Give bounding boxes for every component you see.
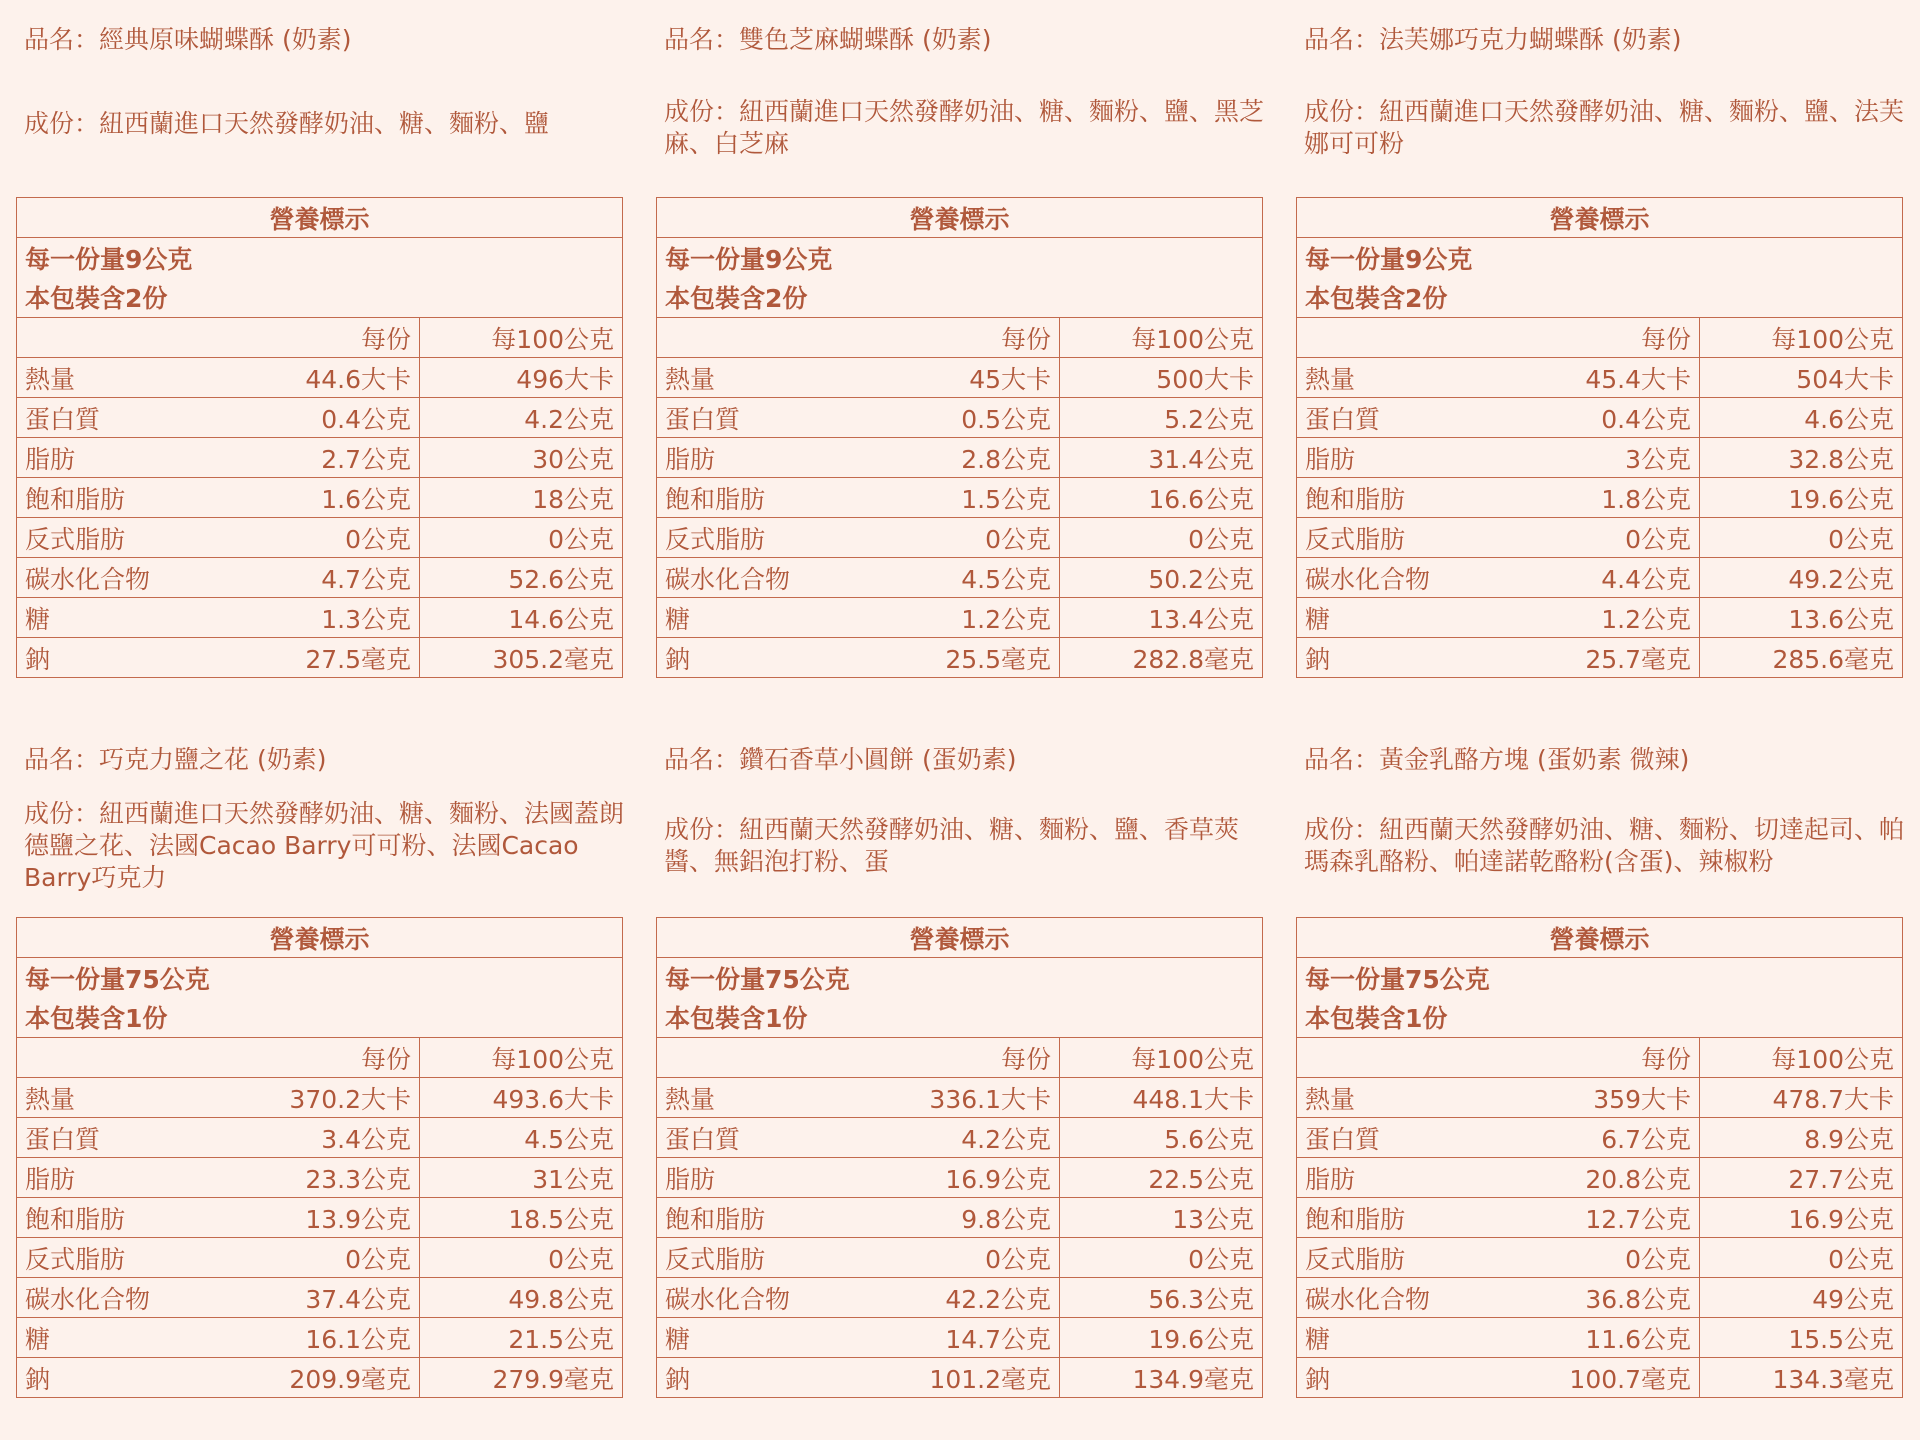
product-panel <box>16 720 624 1440</box>
nutrient-name: 鈉 <box>1297 1358 1497 1398</box>
nutrient-row <box>1297 558 1903 598</box>
nutrient-row <box>1297 1198 1903 1238</box>
nutrient-per-100g: 14.6公克 <box>420 598 623 638</box>
nutrient-name: 蛋白質 <box>17 398 217 438</box>
nutrient-row <box>657 598 1263 638</box>
nutrient-per-serving: 0公克 <box>1497 1238 1700 1278</box>
serving-size: 每一份量75公克 <box>657 958 1263 998</box>
nutrient-per-100g: 16.9公克 <box>1700 1198 1903 1238</box>
nutrient-name: 鈉 <box>657 1358 857 1398</box>
nutrient-row <box>17 438 623 478</box>
nutrient-row <box>17 1318 623 1358</box>
nutrient-name: 熱量 <box>17 1078 217 1118</box>
nutrient-name: 脂肪 <box>657 1158 857 1198</box>
nutrient-row <box>1297 638 1903 678</box>
nutrient-per-serving: 25.5毫克 <box>857 638 1060 678</box>
nutrient-per-serving: 11.6公克 <box>1497 1318 1700 1358</box>
nutrient-row <box>1297 1238 1903 1278</box>
nutrient-name: 鈉 <box>657 638 857 678</box>
nutrient-per-serving: 209.9毫克 <box>217 1358 420 1398</box>
nutrient-per-100g: 5.6公克 <box>1060 1118 1263 1158</box>
nutrient-name: 蛋白質 <box>657 398 857 438</box>
nutrient-name: 反式脂肪 <box>657 1238 857 1278</box>
nutrient-per-serving: 3.4公克 <box>217 1118 420 1158</box>
nutrient-per-serving: 0.4公克 <box>217 398 420 438</box>
nutrient-per-100g: 282.8毫克 <box>1060 638 1263 678</box>
nutrient-row <box>657 478 1263 518</box>
nutrient-per-100g: 19.6公克 <box>1060 1318 1263 1358</box>
nutrient-per-100g: 56.3公克 <box>1060 1278 1263 1318</box>
nutrient-name: 蛋白質 <box>1297 1118 1497 1158</box>
nutrition-table <box>656 197 1263 678</box>
nutrition-table <box>16 197 623 678</box>
nutrient-per-serving: 45.4大卡 <box>1497 358 1700 398</box>
nutrient-per-serving: 16.9公克 <box>857 1158 1060 1198</box>
nutrient-row <box>657 558 1263 598</box>
nutrient-name: 反式脂肪 <box>17 518 217 558</box>
nutrient-per-100g: 15.5公克 <box>1700 1318 1903 1358</box>
nutrition-title: 營養標示 <box>1297 198 1903 238</box>
nutrient-per-100g: 4.6公克 <box>1700 398 1903 438</box>
nutrient-per-100g: 448.1大卡 <box>1060 1078 1263 1118</box>
header-per-serving: 每份 <box>217 318 420 358</box>
nutrient-per-100g: 305.2毫克 <box>420 638 623 678</box>
nutrient-row <box>1297 1278 1903 1318</box>
nutrient-per-serving: 336.1大卡 <box>857 1078 1060 1118</box>
nutrition-table <box>1296 917 1903 1398</box>
nutrient-row <box>17 1158 623 1198</box>
nutrient-row <box>1297 1318 1903 1358</box>
header-per-100g: 每100公克 <box>1060 318 1263 358</box>
nutrient-name: 碳水化合物 <box>1297 1278 1497 1318</box>
nutrient-name: 反式脂肪 <box>1297 1238 1497 1278</box>
nutrient-per-100g: 279.9毫克 <box>420 1358 623 1398</box>
nutrient-row <box>1297 478 1903 518</box>
product-name: 品名：鑽石香草小圓餅 (蛋奶素) <box>664 745 1017 774</box>
nutrient-per-100g: 19.6公克 <box>1700 478 1903 518</box>
nutrient-row <box>1297 1118 1903 1158</box>
nutrient-per-100g: 0公克 <box>1700 518 1903 558</box>
servings-per-package: 本包裝含1份 <box>17 998 623 1038</box>
header-per-100g: 每100公克 <box>1060 1038 1263 1078</box>
nutrient-per-100g: 134.3毫克 <box>1700 1358 1903 1398</box>
ingredients-text: 成份：紐西蘭天然發酵奶油、糖、麵粉、鹽、香草莢醬、無鋁泡打粉、蛋 <box>664 815 1240 876</box>
nutrient-row <box>1297 518 1903 558</box>
header-per-100g: 每100公克 <box>1700 318 1903 358</box>
product-name: 品名：黃金乳酪方塊 (蛋奶素 微辣) <box>1304 745 1690 774</box>
product-name: 品名：法芙娜巧克力蝴蝶酥 (奶素) <box>1304 25 1682 54</box>
nutrient-row <box>17 598 623 638</box>
nutrient-per-100g: 0公克 <box>420 518 623 558</box>
servings-per-package: 本包裝含2份 <box>17 278 623 318</box>
header-per-100g: 每100公克 <box>420 318 623 358</box>
nutrient-per-serving: 0.5公克 <box>857 398 1060 438</box>
nutrient-row <box>657 518 1263 558</box>
nutrient-per-serving: 1.2公克 <box>857 598 1060 638</box>
ingredients-text: 成份：紐西蘭進口天然發酵奶油、糖、麵粉、鹽、法芙娜可可粉 <box>1304 97 1905 158</box>
nutrient-per-100g: 8.9公克 <box>1700 1118 1903 1158</box>
servings-per-package: 本包裝含2份 <box>1297 278 1903 318</box>
nutrient-per-100g: 16.6公克 <box>1060 478 1263 518</box>
nutrient-row <box>657 1078 1263 1118</box>
nutrient-name: 碳水化合物 <box>17 558 217 598</box>
nutrient-name: 飽和脂肪 <box>657 478 857 518</box>
nutrition-table <box>656 917 1263 1398</box>
nutrient-name: 蛋白質 <box>1297 398 1497 438</box>
nutrient-per-serving: 45大卡 <box>857 358 1060 398</box>
nutrient-name: 碳水化合物 <box>657 1278 857 1318</box>
ingredients-text: 成份：紐西蘭進口天然發酵奶油、糖、麵粉、鹽、黑芝麻、白芝麻 <box>664 97 1265 158</box>
product-panel <box>1296 0 1904 720</box>
nutrient-row <box>657 438 1263 478</box>
nutrient-name: 飽和脂肪 <box>17 1198 217 1238</box>
nutrient-row <box>657 638 1263 678</box>
nutrient-per-100g: 49.8公克 <box>420 1278 623 1318</box>
nutrient-per-100g: 0公克 <box>1060 1238 1263 1278</box>
header-per-100g: 每100公克 <box>1700 1038 1903 1078</box>
nutrient-per-serving: 27.5毫克 <box>217 638 420 678</box>
nutrient-per-serving: 1.6公克 <box>217 478 420 518</box>
nutrient-per-100g: 27.7公克 <box>1700 1158 1903 1198</box>
nutrient-row <box>657 1158 1263 1198</box>
nutrient-per-100g: 496大卡 <box>420 358 623 398</box>
nutrient-name: 反式脂肪 <box>1297 518 1497 558</box>
nutrient-per-serving: 1.3公克 <box>217 598 420 638</box>
nutrient-per-serving: 14.7公克 <box>857 1318 1060 1358</box>
nutrient-per-serving: 101.2毫克 <box>857 1358 1060 1398</box>
nutrient-per-serving: 0公克 <box>857 1238 1060 1278</box>
nutrient-per-100g: 31.4公克 <box>1060 438 1263 478</box>
nutrient-row <box>657 1118 1263 1158</box>
nutrient-per-serving: 4.5公克 <box>857 558 1060 598</box>
nutrient-per-serving: 25.7毫克 <box>1497 638 1700 678</box>
nutrient-name: 飽和脂肪 <box>1297 478 1497 518</box>
nutrient-name: 熱量 <box>657 1078 857 1118</box>
nutrient-name: 糖 <box>1297 598 1497 638</box>
nutrient-per-100g: 31公克 <box>420 1158 623 1198</box>
serving-size: 每一份量9公克 <box>17 238 623 278</box>
product-name: 品名：經典原味蝴蝶酥 (奶素) <box>24 25 352 54</box>
header-blank-cell <box>657 318 857 358</box>
nutrient-row <box>17 638 623 678</box>
nutrient-per-serving: 9.8公克 <box>857 1198 1060 1238</box>
nutrient-name: 脂肪 <box>17 1158 217 1198</box>
nutrient-per-100g: 504大卡 <box>1700 358 1903 398</box>
nutrient-row <box>657 398 1263 438</box>
nutrient-row <box>1297 1078 1903 1118</box>
nutrient-row <box>17 1358 623 1398</box>
nutrient-per-serving: 0公克 <box>857 518 1060 558</box>
nutrient-name: 脂肪 <box>1297 438 1497 478</box>
serving-size: 每一份量75公克 <box>1297 958 1903 998</box>
nutrient-per-100g: 4.2公克 <box>420 398 623 438</box>
nutrition-table <box>1296 197 1903 678</box>
nutrient-per-serving: 0公克 <box>1497 518 1700 558</box>
nutrient-per-100g: 493.6大卡 <box>420 1078 623 1118</box>
nutrient-row <box>17 1238 623 1278</box>
nutrition-table <box>16 917 623 1398</box>
serving-size: 每一份量9公克 <box>657 238 1263 278</box>
nutrient-name: 熱量 <box>657 358 857 398</box>
nutrient-per-100g: 0公克 <box>1700 1238 1903 1278</box>
product-name: 品名：雙色芝麻蝴蝶酥 (奶素) <box>664 25 992 54</box>
nutrient-per-serving: 20.8公克 <box>1497 1158 1700 1198</box>
nutrient-per-serving: 3公克 <box>1497 438 1700 478</box>
nutrient-row <box>657 1318 1263 1358</box>
nutrient-name: 反式脂肪 <box>657 518 857 558</box>
header-blank-cell <box>1297 318 1497 358</box>
nutrient-row <box>17 478 623 518</box>
nutrient-per-100g: 13公克 <box>1060 1198 1263 1238</box>
nutrient-name: 蛋白質 <box>17 1118 217 1158</box>
nutrient-per-serving: 1.2公克 <box>1497 598 1700 638</box>
nutrient-row <box>17 1278 623 1318</box>
nutrient-row <box>657 1358 1263 1398</box>
nutrient-row <box>17 518 623 558</box>
nutrition-title: 營養標示 <box>17 198 623 238</box>
nutrient-per-100g: 13.6公克 <box>1700 598 1903 638</box>
header-blank-cell <box>17 1038 217 1078</box>
nutrient-row <box>657 1238 1263 1278</box>
nutrient-per-serving: 4.7公克 <box>217 558 420 598</box>
nutrient-row <box>1297 1158 1903 1198</box>
header-per-serving: 每份 <box>857 318 1060 358</box>
nutrient-per-100g: 21.5公克 <box>420 1318 623 1358</box>
nutrient-per-serving: 0.4公克 <box>1497 398 1700 438</box>
nutrient-row <box>657 1278 1263 1318</box>
product-panel <box>1296 720 1904 1440</box>
nutrient-per-serving: 37.4公克 <box>217 1278 420 1318</box>
header-blank-cell <box>657 1038 857 1078</box>
nutrient-row <box>17 1118 623 1158</box>
nutrient-per-serving: 4.2公克 <box>857 1118 1060 1158</box>
nutrient-name: 熱量 <box>17 358 217 398</box>
nutrient-name: 熱量 <box>1297 1078 1497 1118</box>
product-panel <box>656 0 1264 720</box>
header-per-serving: 每份 <box>217 1038 420 1078</box>
product-name: 品名：巧克力鹽之花 (奶素) <box>24 745 327 774</box>
nutrient-name: 碳水化合物 <box>657 558 857 598</box>
nutrient-per-100g: 18公克 <box>420 478 623 518</box>
nutrient-name: 鈉 <box>17 638 217 678</box>
nutrient-row <box>1297 438 1903 478</box>
nutrient-per-100g: 30公克 <box>420 438 623 478</box>
nutrient-name: 糖 <box>657 1318 857 1358</box>
nutrient-per-serving: 36.8公克 <box>1497 1278 1700 1318</box>
nutrient-per-serving: 23.3公克 <box>217 1158 420 1198</box>
nutrition-title: 營養標示 <box>657 198 1263 238</box>
nutrient-per-100g: 18.5公克 <box>420 1198 623 1238</box>
serving-size: 每一份量9公克 <box>1297 238 1903 278</box>
nutrient-name: 鈉 <box>17 1358 217 1398</box>
nutrient-per-serving: 0公克 <box>217 1238 420 1278</box>
nutrient-per-100g: 500大卡 <box>1060 358 1263 398</box>
nutrient-name: 碳水化合物 <box>17 1278 217 1318</box>
nutrient-name: 糖 <box>657 598 857 638</box>
nutrient-per-serving: 44.6大卡 <box>217 358 420 398</box>
nutrient-per-100g: 0公克 <box>420 1238 623 1278</box>
nutrient-per-100g: 285.6毫克 <box>1700 638 1903 678</box>
nutrient-per-100g: 32.8公克 <box>1700 438 1903 478</box>
nutrient-name: 糖 <box>17 1318 217 1358</box>
header-per-serving: 每份 <box>1497 1038 1700 1078</box>
servings-per-package: 本包裝含2份 <box>657 278 1263 318</box>
nutrient-name: 糖 <box>1297 1318 1497 1358</box>
nutrient-per-serving: 2.7公克 <box>217 438 420 478</box>
ingredients-text: 成份：紐西蘭進口天然發酵奶油、糖、麵粉、鹽 <box>24 109 550 138</box>
nutrient-per-serving: 370.2大卡 <box>217 1078 420 1118</box>
servings-per-package: 本包裝含1份 <box>1297 998 1903 1038</box>
nutrition-title: 營養標示 <box>657 918 1263 958</box>
header-per-100g: 每100公克 <box>420 1038 623 1078</box>
nutrient-per-100g: 0公克 <box>1060 518 1263 558</box>
nutrient-row <box>17 358 623 398</box>
nutrient-row <box>17 1078 623 1118</box>
nutrient-row <box>657 1198 1263 1238</box>
nutrient-name: 糖 <box>17 598 217 638</box>
nutrient-per-100g: 52.6公克 <box>420 558 623 598</box>
header-blank-cell <box>1297 1038 1497 1078</box>
nutrient-name: 脂肪 <box>1297 1158 1497 1198</box>
ingredients-text: 成份：紐西蘭進口天然發酵奶油、糖、麵粉、法國蓋朗德鹽之花、法國Cacao Barry可可粉、法國Cacao Barry巧克力 <box>24 799 625 892</box>
ingredients-text: 成份：紐西蘭天然發酵奶油、糖、麵粉、切達起司、帕瑪森乳酪粉、帕達諾乾酪粉(含蛋)、辣椒粉 <box>1304 815 1905 876</box>
nutrient-name: 鈉 <box>1297 638 1497 678</box>
servings-per-package: 本包裝含1份 <box>657 998 1263 1038</box>
nutrient-per-100g: 134.9毫克 <box>1060 1358 1263 1398</box>
nutrient-row <box>1297 1358 1903 1398</box>
nutrient-row <box>17 558 623 598</box>
nutrient-name: 蛋白質 <box>657 1118 857 1158</box>
nutrient-per-serving: 359大卡 <box>1497 1078 1700 1118</box>
nutrition-title: 營養標示 <box>17 918 623 958</box>
nutrient-row <box>657 358 1263 398</box>
nutrient-per-100g: 49公克 <box>1700 1278 1903 1318</box>
nutrition-title: 營養標示 <box>1297 918 1903 958</box>
nutrient-name: 碳水化合物 <box>1297 558 1497 598</box>
nutrient-per-serving: 2.8公克 <box>857 438 1060 478</box>
product-panel <box>656 720 1264 1440</box>
nutrient-per-100g: 478.7大卡 <box>1700 1078 1903 1118</box>
nutrient-name: 飽和脂肪 <box>1297 1198 1497 1238</box>
nutrient-per-serving: 12.7公克 <box>1497 1198 1700 1238</box>
nutrient-name: 飽和脂肪 <box>657 1198 857 1238</box>
nutrient-per-serving: 4.4公克 <box>1497 558 1700 598</box>
nutrient-per-serving: 100.7毫克 <box>1497 1358 1700 1398</box>
header-per-serving: 每份 <box>1497 318 1700 358</box>
header-per-serving: 每份 <box>857 1038 1060 1078</box>
nutrient-per-serving: 1.5公克 <box>857 478 1060 518</box>
nutrient-per-100g: 5.2公克 <box>1060 398 1263 438</box>
nutrient-per-100g: 13.4公克 <box>1060 598 1263 638</box>
nutrient-per-serving: 42.2公克 <box>857 1278 1060 1318</box>
nutrient-per-serving: 1.8公克 <box>1497 478 1700 518</box>
nutrient-per-serving: 0公克 <box>217 518 420 558</box>
nutrient-row <box>1297 358 1903 398</box>
nutrient-name: 脂肪 <box>17 438 217 478</box>
nutrient-name: 飽和脂肪 <box>17 478 217 518</box>
nutrient-per-100g: 50.2公克 <box>1060 558 1263 598</box>
nutrient-per-100g: 49.2公克 <box>1700 558 1903 598</box>
nutrient-per-serving: 16.1公克 <box>217 1318 420 1358</box>
serving-size: 每一份量75公克 <box>17 958 623 998</box>
nutrient-per-100g: 4.5公克 <box>420 1118 623 1158</box>
nutrient-row <box>1297 398 1903 438</box>
nutrient-name: 反式脂肪 <box>17 1238 217 1278</box>
nutrient-name: 脂肪 <box>657 438 857 478</box>
nutrient-per-serving: 6.7公克 <box>1497 1118 1700 1158</box>
header-blank-cell <box>17 318 217 358</box>
product-panel <box>16 0 624 720</box>
nutrient-row <box>17 398 623 438</box>
nutrient-per-serving: 13.9公克 <box>217 1198 420 1238</box>
nutrient-per-100g: 22.5公克 <box>1060 1158 1263 1198</box>
nutrient-name: 熱量 <box>1297 358 1497 398</box>
nutrient-row <box>1297 598 1903 638</box>
nutrient-row <box>17 1198 623 1238</box>
